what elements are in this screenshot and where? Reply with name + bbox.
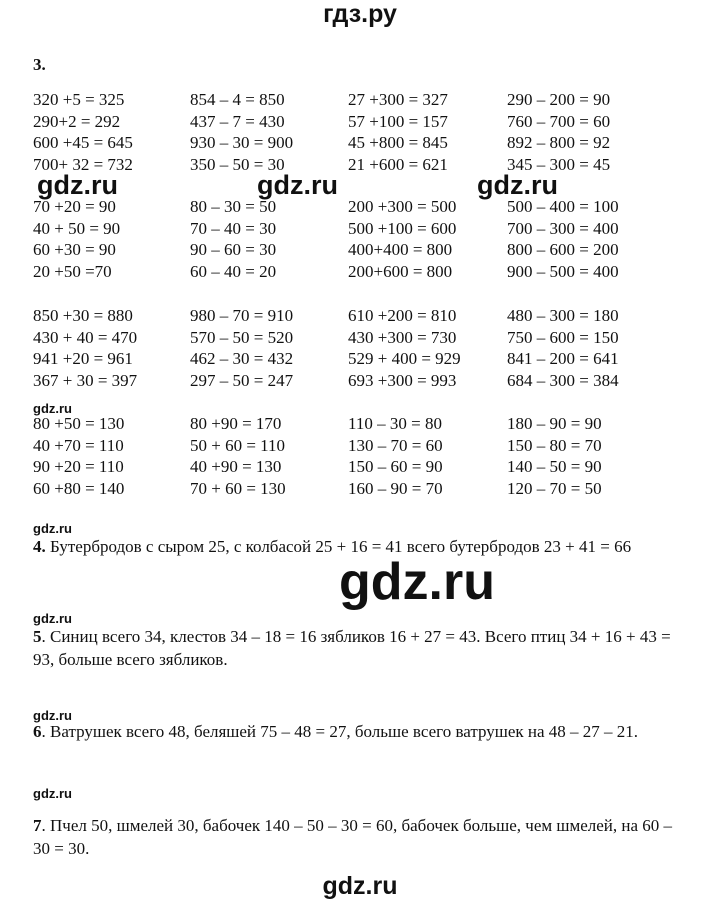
equation: 180 – 90 = 90 (507, 414, 602, 433)
equation: 150 – 60 = 90 (348, 457, 443, 477)
equation: 320 +5 = 325 (33, 90, 125, 109)
equation: 980 – 70 = 910 (190, 306, 294, 325)
task-number: 5 (33, 627, 42, 646)
equation: 40 +70 = 110 (33, 435, 124, 455)
watermark: gdz.ru (37, 170, 118, 200)
task-text: Бутербродов с сыром 25, с колбасой 25 + 16 = 41 всего бутербродов 23 + 41 = 66 (45, 537, 632, 556)
equation: 21 +600 = 621 (348, 154, 448, 174)
watermark-small: gdz.ru (33, 708, 72, 723)
equation: 80 +50 = 130 (33, 414, 125, 433)
equation: 200+600 = 800 (348, 261, 453, 281)
equation: 350 – 50 = 30 (190, 154, 285, 174)
equation: 297 – 50 = 247 (190, 370, 294, 390)
task-number: 4. (33, 537, 46, 556)
equation: 500 – 400 = 100 (507, 197, 619, 216)
equation: 892 – 800 = 92 (507, 133, 611, 153)
equation: 80 – 30 = 50 (190, 197, 277, 216)
equation: 345 – 300 = 45 (507, 154, 611, 174)
equation: 60 +30 = 90 (33, 240, 116, 260)
task-text: . Ватрушек всего 48, беляшей 75 – 48 = 27, больше всего ватрушек на 48 – 27 – 21. (41, 722, 639, 741)
equation: 90 – 60 = 30 (190, 240, 277, 260)
watermark-big: gdz.ru (339, 553, 495, 611)
equation: 45 +800 = 845 (348, 133, 448, 153)
equation: 850 +30 = 880 (33, 306, 133, 325)
eq-col-4 (507, 413, 602, 499)
equation: 70 – 40 = 30 (190, 218, 277, 238)
equation: 750 – 600 = 150 (507, 327, 619, 347)
eq-col-3 (348, 196, 456, 282)
watermark-small: gdz.ru (33, 611, 72, 626)
task-number: 6 (33, 722, 42, 741)
equation: 160 – 90 = 70 (348, 478, 443, 498)
equation: 367 + 30 = 397 (33, 370, 138, 390)
equation: 40 +90 = 130 (190, 457, 282, 477)
task-3-number: 3. (33, 55, 46, 74)
equation: 290 – 200 = 90 (507, 90, 611, 109)
equation: 529 + 400 = 929 (348, 349, 461, 369)
equation: 110 – 30 = 80 (348, 414, 442, 433)
equation: 70 + 60 = 130 (190, 478, 286, 498)
eq-col-2 (190, 305, 293, 391)
eq-col-3 (348, 89, 448, 175)
equation: 150 – 80 = 70 (507, 435, 602, 455)
task-6 (33, 720, 673, 743)
site-title: гдз.ру (323, 0, 397, 28)
equation: 854 – 4 = 850 (190, 90, 285, 109)
task-number: 7 (33, 816, 42, 835)
eq-col-2 (190, 413, 286, 499)
task-text: . Синиц всего 34, клестов 34 – 18 = 16 зябликов 16 + 27 = 43. Всего птиц 34 + 16 + 43 = 93, больше всего зябликов. (33, 627, 671, 669)
eq-col-3 (348, 305, 461, 391)
equation: 430 + 40 = 470 (33, 327, 138, 347)
equation: 60 +80 = 140 (33, 478, 125, 498)
equation: 693 +300 = 993 (348, 370, 457, 390)
eq-col-2 (190, 196, 276, 282)
equation: 120 – 70 = 50 (507, 478, 602, 498)
task-7 (33, 814, 673, 860)
eq-col-4 (507, 305, 619, 391)
watermark: gdz.ru (477, 170, 558, 200)
eq-col-4 (507, 196, 619, 282)
equation: 800 – 600 = 200 (507, 240, 619, 260)
task-text: . Пчел 50, шмелей 30, бабочек 140 – 50 – 30 = 60, бабочек больше, чем шмелей, на 60 – 30 = 30. (33, 816, 673, 858)
equation: 90 +20 = 110 (33, 457, 124, 477)
equation: 140 – 50 = 90 (507, 457, 602, 477)
equation: 130 – 70 = 60 (348, 435, 443, 455)
equation: 430 +300 = 730 (348, 327, 457, 347)
eq-col-1 (33, 89, 133, 175)
equation: 900 – 500 = 400 (507, 261, 619, 281)
equation: 600 +45 = 645 (33, 133, 133, 153)
eq-col-3 (348, 413, 443, 499)
equation: 50 + 60 = 110 (190, 435, 286, 455)
equation: 40 + 50 = 90 (33, 218, 121, 238)
watermark-small: gdz.ru (33, 401, 72, 416)
equation: 684 – 300 = 384 (507, 370, 619, 390)
equation: 70 +20 = 90 (33, 197, 116, 216)
equation: 760 – 700 = 60 (507, 111, 611, 131)
equation: 930 – 30 = 900 (190, 133, 294, 153)
equation: 462 – 30 = 432 (190, 349, 294, 369)
eq-col-1 (33, 413, 124, 499)
task-5 (33, 625, 673, 671)
eq-col-2 (190, 89, 293, 175)
watermark: gdz.ru (257, 170, 338, 200)
equation: 610 +200 = 810 (348, 306, 457, 325)
equation: 700 – 300 = 400 (507, 218, 619, 238)
watermark-small: gdz.ru (33, 786, 72, 801)
equation: 80 +90 = 170 (190, 414, 282, 433)
equation: 841 – 200 = 641 (507, 349, 619, 369)
equation: 480 – 300 = 180 (507, 306, 619, 325)
equation: 500 +100 = 600 (348, 218, 457, 238)
eq-col-4 (507, 89, 610, 175)
equation: 290+2 = 292 (33, 111, 121, 131)
equation: 570 – 50 = 520 (190, 327, 294, 347)
equation: 200 +300 = 500 (348, 197, 457, 216)
equation: 20 +50 =70 (33, 261, 112, 281)
equation: 700+ 32 = 732 (33, 154, 133, 174)
eq-col-1 (33, 196, 120, 282)
watermark-small: gdz.ru (33, 521, 72, 536)
footer-watermark: gdz.ru (322, 872, 398, 900)
equation: 437 – 7 = 430 (190, 111, 285, 131)
eq-col-1 (33, 305, 137, 391)
equation: 60 – 40 = 20 (190, 261, 277, 281)
equation: 27 +300 = 327 (348, 90, 448, 109)
equation: 941 +20 = 961 (33, 349, 133, 369)
equation: 400+400 = 800 (348, 240, 453, 260)
equation: 57 +100 = 157 (348, 111, 448, 131)
